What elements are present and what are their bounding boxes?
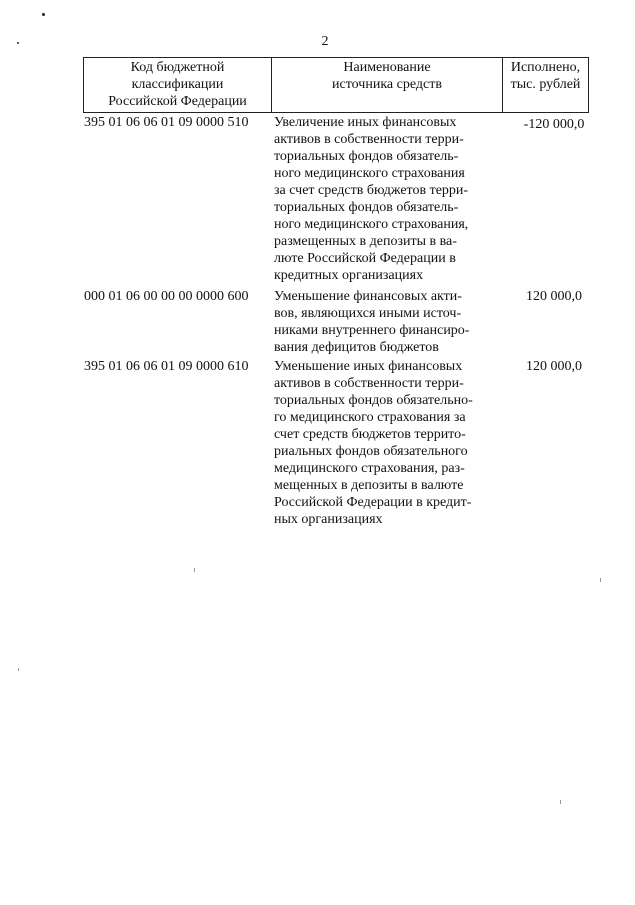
source-name-line: люте Российской Федерации в: [274, 251, 456, 266]
source-name-line: вания дефицитов бюджетов: [274, 340, 439, 355]
source-name-line: размещенных в депозиты в ва-: [274, 234, 457, 249]
header-name-line: источника средств: [332, 77, 442, 92]
header-name-cell: [272, 58, 503, 113]
header-code-line: Российской Федерации: [108, 94, 247, 109]
source-name-line: за счет средств бюджетов терри-: [274, 183, 469, 198]
table-header: [83, 57, 589, 113]
source-name-line: ториальных фондов обязатель-: [274, 200, 459, 215]
scan-mark: [194, 568, 195, 572]
page-number: 2: [321, 34, 329, 49]
executed-value: 120 000,0: [526, 359, 582, 374]
source-name-line: ториальных фондов обязательно-: [274, 393, 473, 408]
scan-speck: [42, 13, 45, 16]
source-name-line: ного медицинского страхования: [274, 166, 465, 181]
source-name-line: ного медицинского страхования,: [274, 217, 469, 232]
source-name: [274, 358, 499, 528]
source-name-line: медицинского страхования, раз-: [274, 461, 465, 476]
source-name-line: счет средств бюджетов террито-: [274, 427, 466, 442]
header-value-line: тыс. рублей: [510, 77, 581, 92]
header-name-line: Наименование: [343, 60, 431, 75]
source-name-line: мещенных в депозиты в валюте: [274, 478, 464, 493]
source-name-line: ных организациях: [274, 512, 383, 527]
source-name-line: Российской Федерации в кредит-: [274, 495, 472, 510]
source-name-line: кредитных организациях: [274, 268, 424, 283]
header-code-cell: [84, 58, 272, 113]
budget-code: 395 01 06 06 01 09 0000 610: [84, 359, 249, 374]
header-code-line: Код бюджетной: [130, 60, 225, 75]
source-name-line: Уменьшение иных финансовых: [274, 359, 463, 374]
header-code-line: классификации: [131, 77, 224, 92]
source-name-line: активов в собственности терри-: [274, 132, 464, 147]
source-name-line: никами внутреннего финансиро-: [274, 323, 470, 338]
source-name: [274, 288, 499, 356]
scan-mark: [560, 800, 561, 804]
scan-mark: [18, 668, 19, 671]
budget-code: 395 01 06 06 01 09 0000 510: [84, 115, 249, 130]
header-value-line: Исполнено,: [510, 60, 581, 75]
source-name-line: Увеличение иных финансовых: [274, 115, 457, 130]
source-name-line: Уменьшение финансовых акти-: [274, 289, 462, 304]
source-name-line: го медицинского страхования за: [274, 410, 466, 425]
source-name: [274, 114, 499, 284]
source-name-line: вов, являющихся иными источ-: [274, 306, 462, 321]
source-name-line: активов в собственности терри-: [274, 376, 464, 391]
scan-mark: [600, 578, 601, 582]
budget-code: 000 01 06 00 00 00 0000 600: [84, 289, 249, 304]
header-value-cell: [503, 58, 589, 113]
source-name-line: риальных фондов обязательного: [274, 444, 468, 459]
executed-value: 120 000,0: [526, 289, 582, 304]
executed-value: -120 000,0: [523, 117, 585, 132]
source-name-line: ториальных фондов обязатель-: [274, 149, 459, 164]
